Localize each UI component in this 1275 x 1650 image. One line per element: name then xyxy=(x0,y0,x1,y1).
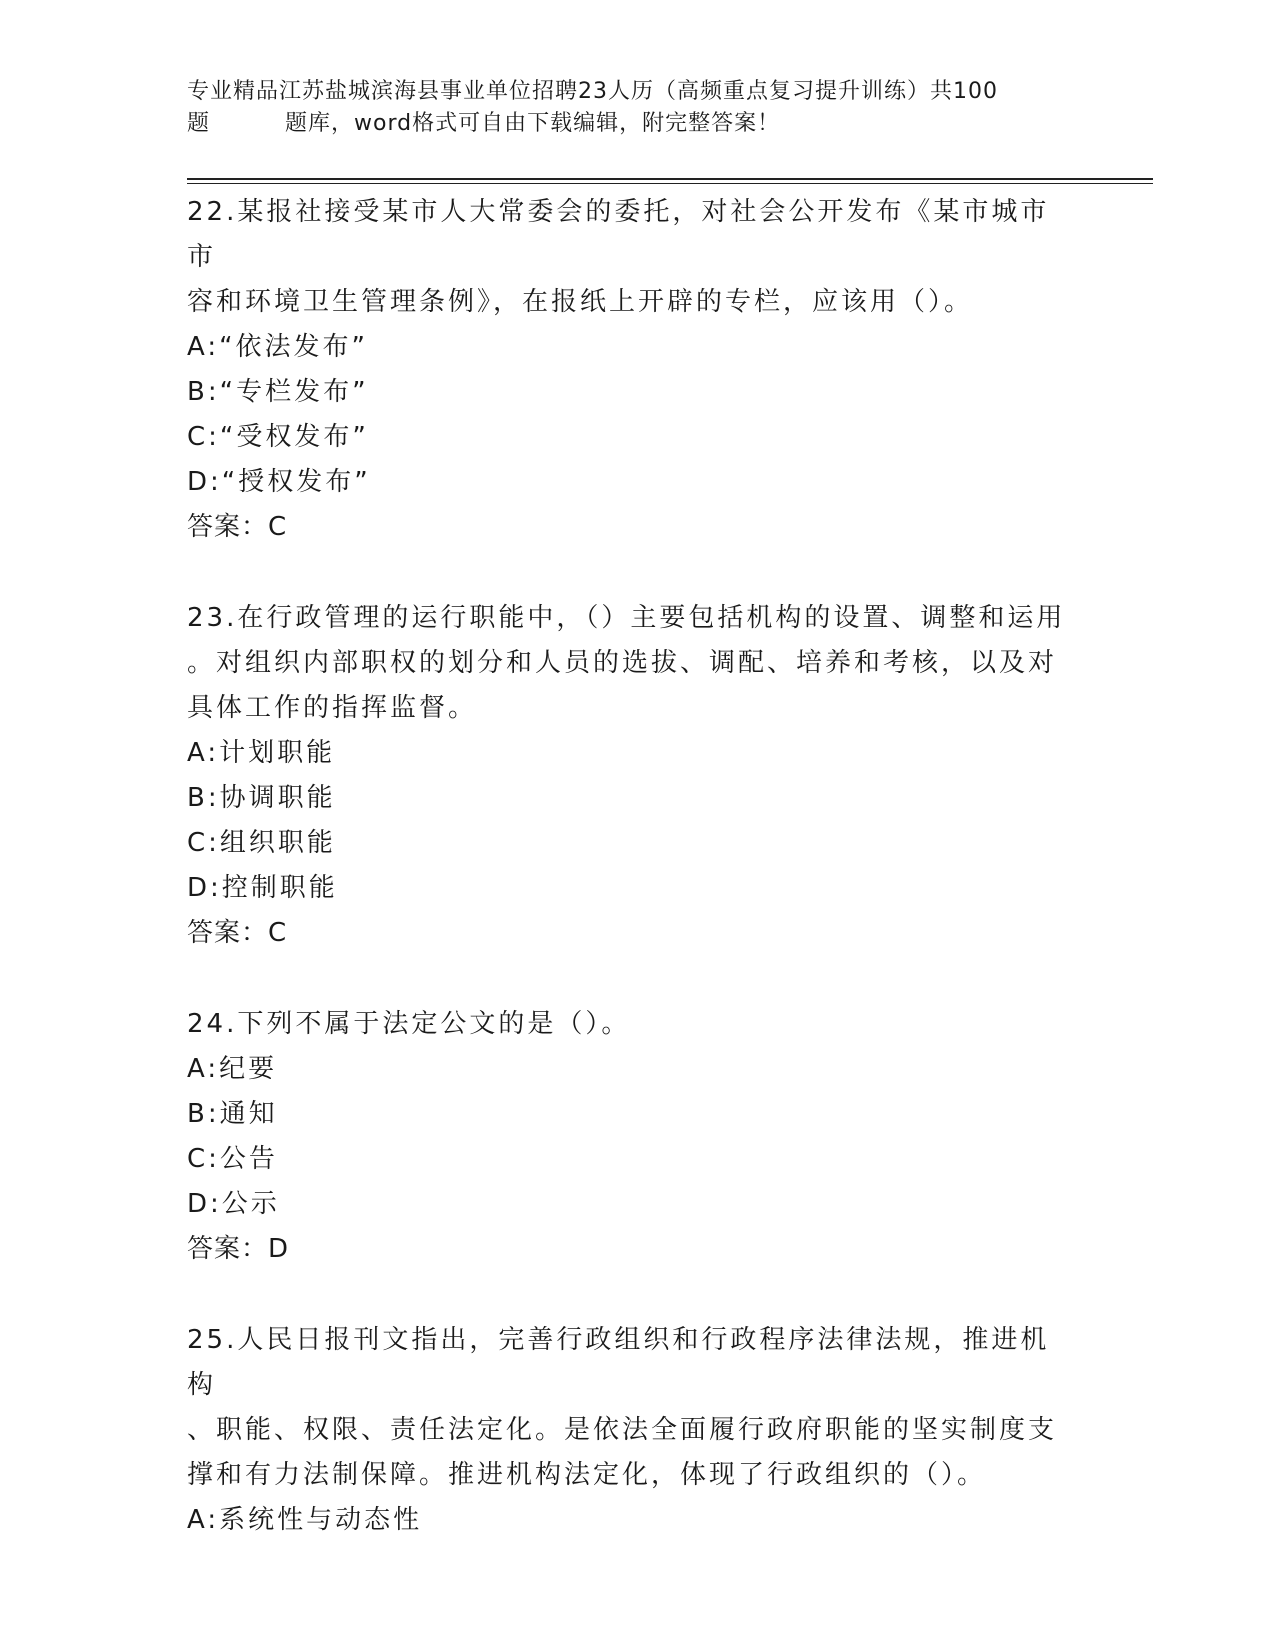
question-stem-line: 、职能、权限、责任法定化。是依法全面履行政府职能的坚实制度支 xyxy=(187,1415,1058,1445)
header-line-2-lead: 题 xyxy=(187,111,211,136)
question-stem-line: 23.在行政管理的运行职能中，（）主要包括机构的设置、调整和运用 xyxy=(187,603,1066,633)
question-stem-line: 撑和有力法制保障。推进机构法定化，体现了行政组织的（）。 xyxy=(187,1460,987,1490)
option-b: B:“专栏发布” xyxy=(187,377,369,407)
question-list xyxy=(187,190,1077,1589)
question-stem-line: 。对组织内部职权的划分和人员的选拔、调配、培养和考核，以及对 xyxy=(187,648,1058,678)
option-d: D:公示 xyxy=(187,1189,280,1219)
header-line-2-rest: 题库，word格式可自由下载编辑，附完整答案！ xyxy=(285,111,781,136)
option-c: C:组织职能 xyxy=(187,828,336,858)
question-stem-line: 22.某报社接受某市人大常委会的委托，对社会公开发布《某市城市市 xyxy=(187,197,1050,272)
header-rule-thick xyxy=(187,178,1153,180)
header-line-2 xyxy=(187,108,1087,140)
option-b: B:通知 xyxy=(187,1099,278,1129)
question-25 xyxy=(187,1318,1077,1543)
header-rule-thin xyxy=(187,183,1153,184)
question-stem-line: 容和环境卫生管理条例》，在报纸上开辟的专栏，应该用（）。 xyxy=(187,287,974,317)
option-c: C:“受权发布” xyxy=(187,422,369,452)
header-line-1: 专业精品江苏盐城滨海县事业单位招聘23人历（高频重点复习提升训练）共100 xyxy=(187,79,998,104)
answer-line: 答案：C xyxy=(187,512,288,542)
option-a: A:计划职能 xyxy=(187,738,336,768)
option-b: B:协调职能 xyxy=(187,783,336,813)
question-24 xyxy=(187,1002,1077,1272)
option-a: A:纪要 xyxy=(187,1054,278,1084)
answer-line: 答案：C xyxy=(187,918,288,948)
answer-line: 答案：D xyxy=(187,1234,290,1264)
question-stem-line: 具体工作的指挥监督。 xyxy=(187,693,478,723)
question-22 xyxy=(187,190,1077,550)
option-a: A:系统性与动态性 xyxy=(187,1505,423,1535)
question-stem-line: 25.人民日报刊文指出，完善行政组织和行政程序法律法规，推进机构 xyxy=(187,1325,1050,1400)
option-a: A:“依法发布” xyxy=(187,332,369,362)
option-d: D:控制职能 xyxy=(187,873,338,903)
option-d: D:“授权发布” xyxy=(187,467,371,497)
document-header xyxy=(187,76,1087,140)
question-stem-line: 24.下列不属于法定公文的是（）。 xyxy=(187,1009,631,1039)
option-c: C:公告 xyxy=(187,1144,278,1174)
question-23 xyxy=(187,596,1077,956)
